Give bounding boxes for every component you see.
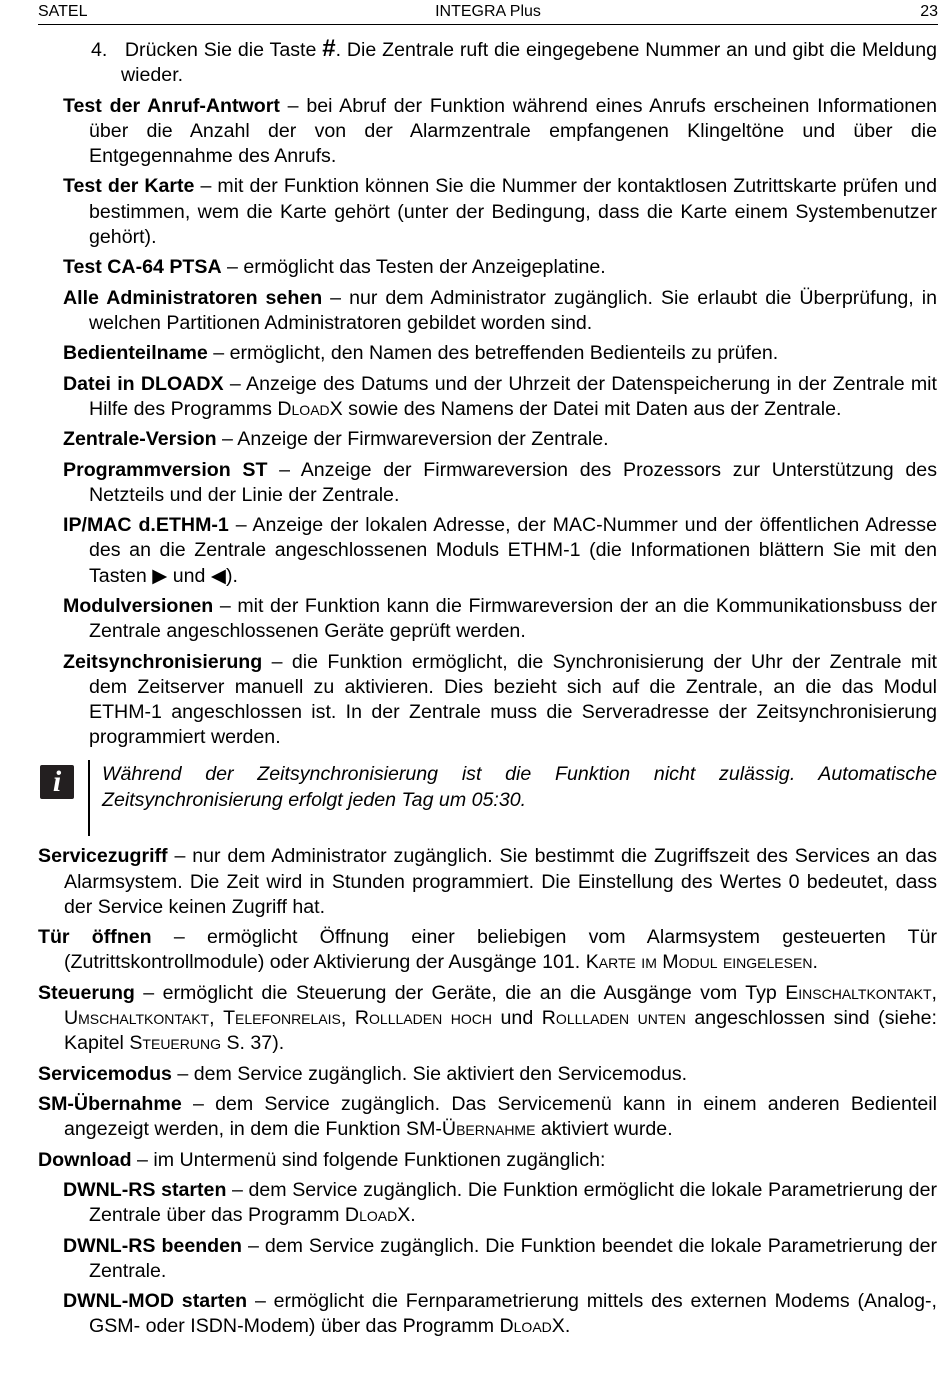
- entry-text: – ermöglicht Öffnung einer beliebigen vom Alarmsystem gesteuerten Tür (Zutrittskontrollmodule) oder Aktivierung der Ausgänge 101.: [64, 926, 937, 974]
- entry-text: und: [491, 1006, 542, 1029]
- entry-term: Modulversionen: [63, 594, 214, 617]
- entry-text: – nur dem Administrator zugänglich. Sie erlaubt die Überprüfung, in welchen Partitionen Administratoren gebildet worden sind.: [89, 286, 937, 334]
- entry-term: Datei in DLOADX: [63, 372, 224, 395]
- header-brand: SATEL: [38, 3, 88, 20]
- step-number: 4.: [91, 39, 108, 61]
- entry-text: – dem Service zugänglich. Die Funktion beendet die lokale Parametrierung der Zentrale.: [89, 1234, 938, 1282]
- entry-term: Programmversion ST: [63, 458, 268, 481]
- entry-bedienteil: [63, 341, 937, 366]
- entry-text: .: [410, 1204, 416, 1227]
- step-text: Drücken Sie die Taste: [124, 39, 323, 61]
- function-reference: SM-Übernahme: [406, 1118, 536, 1141]
- entry-text: – dem Service zugänglich. Das Servicemenü kann in einem anderen Bedienteil angezeigt werden, in dem die Funktion: [64, 1092, 937, 1141]
- hash-key-icon: #: [322, 35, 336, 62]
- entry-admins: [63, 286, 937, 336]
- entry-text: – die Funktion ermöglicht, die Synchronisierung der Uhr der Zentrale mit dem Zeitserver manuell zu aktivieren. Dies bezieht sich auf die Zentrale, an die das Modul ETHM-1 angeschlossen ist. In der Zentrale muss die Serveradresse der Zeitsynchronisierung programmiert werden.: [89, 650, 937, 749]
- entry-text: – Anzeige des Datums und der Uhrzeit der Datenspeicherung in der Zentrale mit Hilfe des Programms: [89, 372, 937, 420]
- output-type: Einschaltkontakt: [785, 981, 932, 1004]
- page-number: 23: [920, 3, 938, 20]
- entry-text: – nur dem Administrator zugänglich. Sie bestimmt die Zugriffszeit des Services an das Alarmsystem. Die Zeit wird in Stunden programmiert. Die Einstellung des Wertes 0 bedeutet, dass der Service keinen Zugriff hat.: [64, 845, 937, 918]
- entry-anruf: [63, 94, 937, 170]
- entry-text: – dem Service zugänglich. Die Funktion ermöglicht die lokale Parametrierung der Zentrale über das Programm: [89, 1178, 937, 1227]
- entry-term: Bedienteilname: [63, 342, 208, 365]
- entry-text: ).: [225, 564, 238, 587]
- entry-text: und: [167, 564, 211, 587]
- entry-term: Tür öffnen: [38, 926, 152, 949]
- entry-download: [38, 1148, 937, 1173]
- entry-sm-uebernahme: [38, 1092, 937, 1142]
- entry-servicemodus: [38, 1062, 937, 1087]
- entry-text: angeschlossen sind (siehe: Kapitel: [64, 1006, 937, 1055]
- entry-term: Download: [38, 1148, 132, 1171]
- entry-text: – mit der Funktion können Sie die Nummer der kontaktlosen Zutrittskarte prüfen und bestimmen, wem die Karte gehört (unter der Bedingung, dass die Karte einem Systembenutzer gehört).: [89, 175, 937, 248]
- program-name: DloadX: [277, 397, 343, 420]
- entry-text: – mit der Funktion kann die Firmwareversion der an die Kommunikationsbuss der Zentrale angeschlossenen Geräte geprüft werden.: [89, 594, 937, 643]
- entry-term: Servicezugriff: [38, 845, 168, 868]
- entry-text: ,: [209, 1006, 224, 1029]
- entry-term: IP/MAC d.ETHM-1: [63, 514, 229, 537]
- entry-text: sowie des Namens der Datei mit Daten aus der Zentrale.: [342, 397, 842, 420]
- entry-servicezugriff: [38, 844, 937, 920]
- entry-steuerung: [38, 981, 937, 1057]
- entry-text: – ermöglicht das Testen der Anzeigeplatine.: [221, 256, 606, 279]
- step-4: [91, 36, 937, 88]
- page-content: [38, 36, 937, 1345]
- entry-ipmac: [63, 513, 937, 589]
- output-type: Telefonrelais: [223, 1006, 341, 1029]
- right-arrow-icon: ▶: [152, 564, 168, 587]
- left-arrow-icon: ◀: [210, 564, 226, 587]
- program-name: DloadX: [344, 1204, 411, 1227]
- note-divider: [88, 760, 90, 836]
- entry-text: .: [564, 1315, 571, 1338]
- header-product: INTEGRA Plus: [435, 3, 541, 20]
- entry-dwnl-rs-beenden: [63, 1234, 937, 1284]
- entry-term: SM-Übernahme: [38, 1092, 182, 1115]
- entry-term: Test der Karte: [63, 175, 195, 198]
- entry-text: – Anzeige der Firmwareversion der Zentrale.: [216, 428, 609, 451]
- entry-text: – ermöglicht, den Namen des betreffenden Bedienteils zu prüfen.: [207, 342, 779, 365]
- output-type: Rollladen hoch: [354, 1006, 492, 1029]
- chapter-reference: Steuerung: [129, 1032, 221, 1055]
- entry-text: aktiviert wurde.: [535, 1118, 673, 1141]
- entry-text: – im Untermenü sind folgende Funktionen zugänglich:: [131, 1148, 606, 1171]
- entry-term: Zeitsynchronisierung: [63, 650, 263, 673]
- entry-text: – bei Abruf der Funktion während eines Anrufs erscheinen Informationen über die Anzahl der von der Alarmzentrale empfangenen Klingeltöne und über die Entgegennahme des Anrufs.: [89, 94, 937, 167]
- entry-text: – ermöglicht die Steuerung der Geräte, die an die Ausgänge vom Typ: [134, 981, 786, 1004]
- output-type: Rollladen unten: [541, 1006, 686, 1029]
- entry-text: – ermöglicht die Fernparametrierung mittels des externen Modems (Analog-, GSM- oder ISDN-Modem) über das Programm: [89, 1290, 937, 1338]
- entry-text: – Anzeige der lokalen Adresse, der MAC-Nummer und der öffentlichen Adresse des an die Zentrale angeschlossenen Moduls ETHM-1 (die Informationen blättern Sie mit den Tasten: [89, 514, 937, 587]
- info-icon: i: [40, 765, 74, 799]
- entry-text: ,: [340, 1006, 355, 1029]
- entry-term: Steuerung: [38, 981, 135, 1004]
- entry-term: Test CA-64 PTSA: [63, 256, 222, 279]
- program-name: DloadX: [499, 1315, 565, 1338]
- entry-zentrale-version: [63, 427, 937, 452]
- entry-dloadx: [63, 372, 937, 422]
- entry-term: Servicemodus: [38, 1062, 172, 1085]
- entry-term: Test der Anruf-Antwort: [63, 94, 280, 117]
- note-text: Während der Zeitsynchronisierung ist die Funktion nicht zulässig. Automatische Zeitsynchronisierung erfolgt jeden Tag um 05:30.: [102, 763, 937, 811]
- entry-term: Zentrale-Version: [63, 428, 217, 451]
- entry-karte: [63, 174, 937, 250]
- entry-text: – Anzeige der Firmwareversion des Prozessors zur Unterstützung des Netzteils und der Linie der Zentrale.: [89, 458, 937, 506]
- entry-dwnl-rs-starten: [63, 1178, 937, 1228]
- entry-term: DWNL-MOD starten: [63, 1290, 248, 1313]
- entry-tuer-oeffnen: [38, 925, 937, 975]
- function-reference: Karte im Modul eingelesen: [585, 951, 813, 974]
- page-header: [38, 0, 938, 25]
- info-note: [38, 762, 937, 834]
- entry-ca64: [63, 255, 937, 280]
- entry-term: DWNL-RS beenden: [63, 1234, 243, 1257]
- entry-programmversion: [63, 458, 937, 508]
- entry-text: ,: [931, 981, 937, 1004]
- entry-term: DWNL-RS starten: [63, 1178, 227, 1201]
- entry-dwnl-mod-starten: [63, 1289, 937, 1339]
- entry-text: .: [812, 951, 818, 974]
- entry-text: S. 37).: [221, 1032, 285, 1055]
- entry-term: Alle Administratoren sehen: [63, 286, 323, 309]
- output-type: Umschaltkontakt: [64, 1006, 210, 1029]
- step-text: . Die Zentrale ruft die eingegebene Nummer an und gibt die Meldung wieder.: [121, 39, 937, 87]
- entry-modulversionen: [63, 594, 937, 644]
- entry-text: – dem Service zugänglich. Sie aktiviert den Servicemodus.: [171, 1062, 688, 1085]
- entry-zeitsync: [63, 650, 937, 751]
